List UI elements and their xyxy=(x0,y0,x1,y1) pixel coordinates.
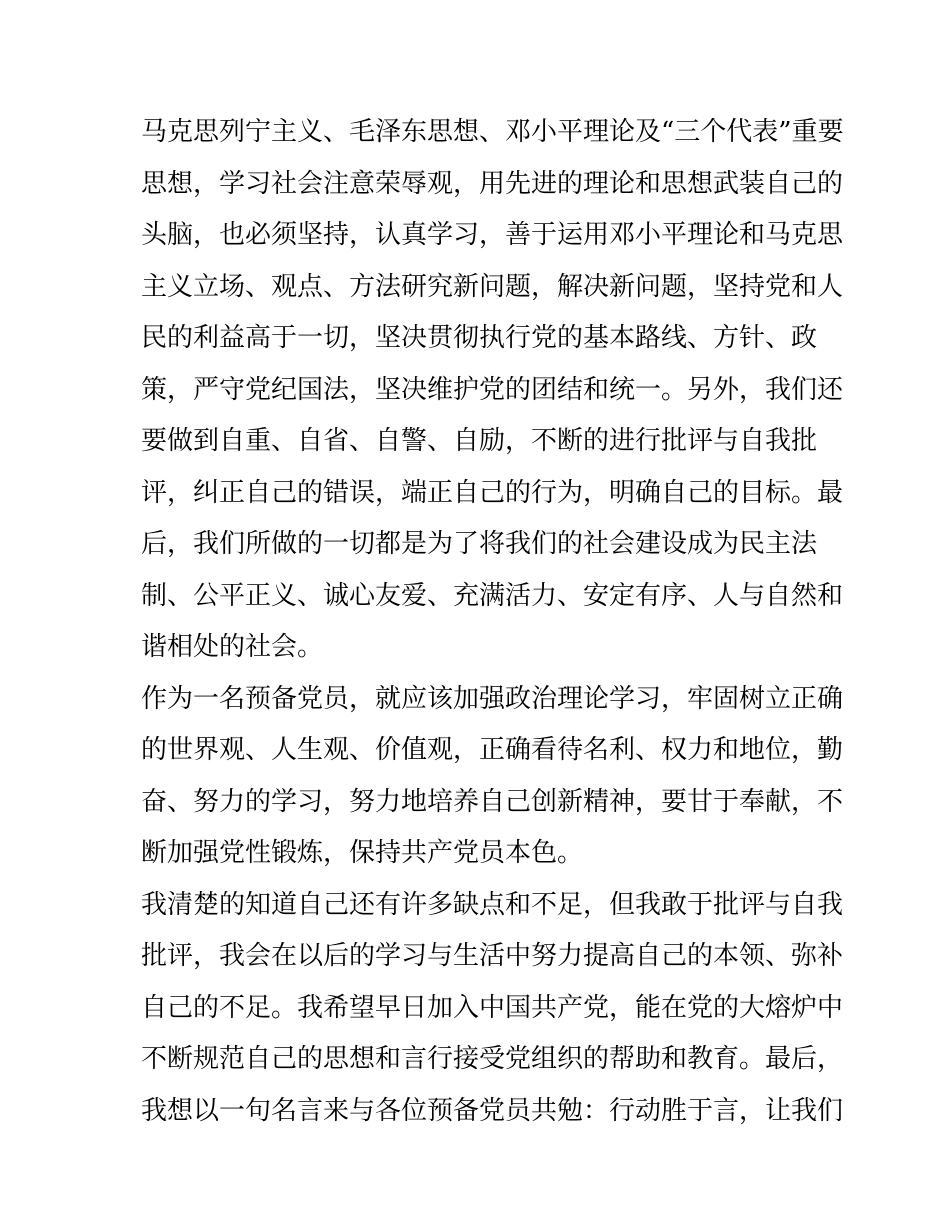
text-line: 策，严守党纪国法，坚决维护党的团结和统一。另外，我们还 xyxy=(141,374,844,405)
text-line: 我清楚的知道自己还有许多缺点和不足，但我敢于批评与自我 xyxy=(141,889,844,920)
document-body xyxy=(141,107,844,1137)
paragraph-2 xyxy=(141,674,844,880)
text-line: 马克思列宁主义、毛泽东思想、邓小平理论及“三个代表”重要 xyxy=(141,117,844,147)
text-line: 思想，学习社会注意荣辱观，用先进的理论和思想武装自己的 xyxy=(141,168,844,199)
text-line: 我想以一句名言来与各位预备党员共勉：行动胜于言，让我们 xyxy=(141,1095,844,1126)
text-line: 后，我们所做的一切都是为了将我们的社会建设成为民主法 xyxy=(141,529,818,559)
text-line: 民的利益高于一切，坚决贯彻执行党的基本路线、方针、政 xyxy=(141,323,818,353)
text-line: 头脑，也必须坚持，认真学习，善于运用邓小平理论和马克思 xyxy=(141,220,844,250)
text-line: 制、公平正义、诚心友爱、充满活力、安定有序、人与自然和 xyxy=(141,580,844,611)
text-line: 评，纠正自己的错误，端正自己的行为，明确自己的目标。最 xyxy=(141,477,844,508)
text-line: 要做到自重、自省、自警、自励，不断的进行批评与自我批 xyxy=(141,426,818,456)
text-line: 的世界观、人生观、价值观，正确看待名利、权力和地位，勤 xyxy=(141,735,844,765)
text-line: 不断规范自己的思想和言行接受党组织的帮助和教育。最后， xyxy=(141,1044,844,1074)
text-line: 批评，我会在以后的学习与生活中努力提高自己的本领、弥补 xyxy=(141,941,844,971)
text-line: 作为一名预备党员，就应该加强政治理论学习，牢固树立正确 xyxy=(141,683,844,714)
text-line: 奋、努力的学习，努力地培养自己创新精神，要甘于奉献，不 xyxy=(141,786,844,817)
paragraph-1 xyxy=(141,107,844,674)
text-line: 谐相处的社会。 xyxy=(141,632,324,662)
text-line: 主义立场、观点、方法研究新问题，解决新问题，坚持党和人 xyxy=(141,271,844,302)
text-line: 断加强党性锻炼，保持共产党员本色。 xyxy=(141,838,584,868)
text-line: 自己的不足。我希望早日加入中国共产党，能在党的大熔炉中 xyxy=(141,992,844,1023)
paragraph-3 xyxy=(141,880,844,1138)
